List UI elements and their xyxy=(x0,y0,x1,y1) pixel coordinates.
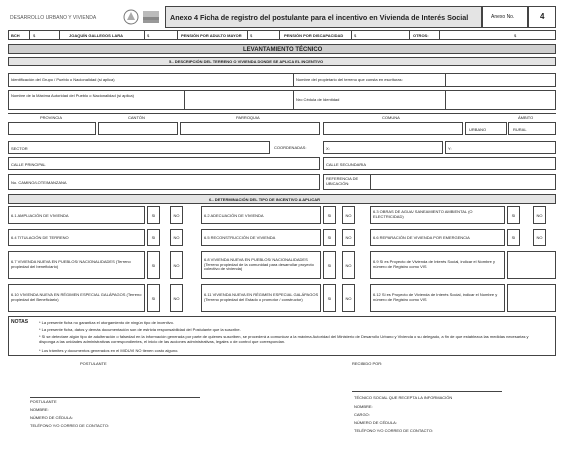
si-checkbox[interactable]: SI xyxy=(147,229,160,246)
si-checkbox[interactable]: SI xyxy=(323,206,336,224)
si-checkbox[interactable]: SI xyxy=(323,284,336,312)
comuna-field[interactable] xyxy=(323,122,463,135)
propietario-label: Nombre del propietario del terreno que consta en escrituras: xyxy=(296,77,403,82)
calle-secundaria-label: CALLE SECUNDARIA xyxy=(326,162,367,167)
flag-icon xyxy=(143,11,159,23)
annex-label-box xyxy=(482,6,528,28)
no-checkbox[interactable]: NO xyxy=(533,229,546,246)
section-main-title: LEVANTAMIENTO TÉCNICO xyxy=(243,47,323,53)
camino-field[interactable] xyxy=(8,174,320,190)
section6-header xyxy=(8,194,556,204)
rural-option[interactable] xyxy=(508,122,556,135)
autoridad-row xyxy=(8,90,556,110)
s3-value: $ xyxy=(250,33,253,38)
section5-title: 5.- DESCRIPCIÓN DEL TERRENO O VIVIENDA DONDE SE APLICA EL INCENTIVO xyxy=(169,59,324,64)
si-checkbox[interactable]: SI xyxy=(507,229,520,246)
vis-field[interactable] xyxy=(507,251,556,279)
sector-field[interactable] xyxy=(8,141,270,154)
s5-value: $ xyxy=(514,33,517,38)
ambito-label: ÁMBITO xyxy=(518,115,534,120)
no-checkbox[interactable]: NO xyxy=(170,251,183,279)
adulto-label: PENSIÓN POR ADULTO MAYOR xyxy=(181,33,242,38)
coordenadas-label: COORDENADAS: xyxy=(274,145,307,150)
no-checkbox[interactable]: NO xyxy=(342,284,355,312)
income-row xyxy=(8,30,556,40)
si-checkbox[interactable]: SI xyxy=(147,284,160,312)
bch-label: BCH xyxy=(11,33,20,38)
tcedula-label: NÚMERO DE CÉDULA: xyxy=(354,420,397,425)
s2-value: $ xyxy=(147,33,150,38)
postulante-label: POSTULANTE xyxy=(30,399,57,404)
disc-label: PENSIÓN POR DISCAPACIDAD xyxy=(284,33,344,38)
coat-of-arms-icon xyxy=(122,8,140,26)
si-checkbox[interactable]: SI xyxy=(147,206,160,224)
title-box xyxy=(165,6,482,28)
incentive-item: 6.6 REPARACIÓN DE VIVIENDA POR EMERGENCIA xyxy=(370,229,505,246)
coord-y-field[interactable] xyxy=(445,141,556,154)
notes-label: NOTAS xyxy=(11,319,29,325)
urbano-label: URBANO xyxy=(469,127,487,132)
si-checkbox[interactable]: SI xyxy=(323,229,336,246)
name-value: JOAQUÍN GALLEGOS LARA xyxy=(69,33,124,38)
incentive-item: 6.10 VIVIENDA NUEVA EN RÉGIMEN ESPECIAL GALÁPAGOS (Terreno propiedad del Beneficiario) xyxy=(8,284,145,312)
calle-secundaria-field[interactable] xyxy=(323,157,556,170)
coord-x-label: X: xyxy=(326,146,330,151)
provincia-field[interactable] xyxy=(8,122,96,135)
urbano-option[interactable] xyxy=(465,122,507,135)
postulante-title: POSTULANTE xyxy=(80,361,107,366)
provincia-label: PROVINCIA xyxy=(40,115,63,120)
ttelefono-label: TELÉFONO Y/O CORREO DE CONTACTO: xyxy=(354,428,434,433)
postulante-signature-line xyxy=(30,397,200,398)
no-checkbox[interactable]: NO xyxy=(170,284,183,312)
vis-field[interactable] xyxy=(507,284,556,312)
incentive-item: 6.11 VIVIENDA NUEVA EN RÉGIMEN ESPECIAL GALÁPAGOS (Terreno propiedad del Estado o promotor / constructor) xyxy=(201,284,321,312)
cedula-label: Nro Cédula de Identidad xyxy=(296,97,340,102)
no-checkbox[interactable]: NO xyxy=(342,251,355,279)
no-checkbox[interactable]: NO xyxy=(342,229,355,246)
no-checkbox[interactable]: NO xyxy=(533,206,546,224)
referencia-label: REFERENCIA DE UBICACIÓN: xyxy=(326,176,359,186)
parroquia-field[interactable] xyxy=(180,122,320,135)
camino-label: No. CAMINO/LOTE/MANZANA xyxy=(11,180,67,185)
notes-box xyxy=(8,316,556,356)
incentive-item: 6.3 OBRAS DE AGUA/ SANEAMIENTO AMBIENTAL (O ELECTRICIDAD) xyxy=(370,206,505,224)
note-line: * Los trámites y documentos generados en el MIDUVI NO tienen costo alguno. xyxy=(39,348,179,353)
tecnico-label: TÉCNICO SOCIAL QUE RECEPTA LA INFORMACIÓN xyxy=(354,395,453,400)
coord-y-label: Y: xyxy=(448,146,452,151)
annex-number: 4 xyxy=(540,12,545,21)
s4-value: $ xyxy=(354,33,357,38)
calle-principal-field[interactable] xyxy=(8,157,320,170)
annex-number-box xyxy=(528,6,556,28)
incentive-item: 6.8 VIVIENDA NUEVA EN PUEBLOS/ NACIONALIDADES (Terreno propiedad de la comunidad para desarrollar proyecto colectivo de vivienda) xyxy=(201,251,321,279)
bch-value: $ xyxy=(33,33,36,38)
si-checkbox[interactable]: SI xyxy=(147,251,160,279)
incentive-item: 6.12 Si es Proyecto de Vivienda de Interés Social, indicar el Nombre y número de Registro como VIS xyxy=(370,284,505,312)
tecnico-signature-line xyxy=(352,391,502,392)
canton-label: CANTÓN xyxy=(128,115,145,120)
incentive-item: 6.1 AMPLIACIÓN DE VIVIENDA xyxy=(8,206,145,224)
canton-field[interactable] xyxy=(98,122,178,135)
rural-label: RURAL xyxy=(513,127,527,132)
note-line: * Si se detectare algún tipo de adulteración o falsedad en la información generada por parte de quienes suscriben, se procederá a comunicar a la máxima Autoridad del Ministerio de Desarrollo Urbano y Vivienda o su delegado, a fin de que establezca las medidas necesarias y disponga a las unidades administrativas correspondientes, el inicio de las acciones administrativas, legales o de control que correspondan. xyxy=(39,334,529,344)
annex-label: Anexo No. xyxy=(491,14,515,20)
note-line: * La presente ficha no garantiza el otorgamiento de ningún tipo de incentivo. xyxy=(39,320,174,325)
incentive-item: 6.5 RECONSTRUCCIÓN DE VIVIENDA xyxy=(201,229,321,246)
si-checkbox[interactable]: SI xyxy=(323,251,336,279)
telefono-label: TELÉFONO Y/O CORREO DE CONTACTO: xyxy=(30,423,110,428)
cedula-label: NÚMERO DE CÉDULA: xyxy=(30,415,73,420)
no-checkbox[interactable]: NO xyxy=(342,206,355,224)
header-logo-area xyxy=(8,6,163,28)
nombre-label: NOMBRE: xyxy=(30,407,49,412)
autoridad-label: Nombre de la Máxima Autoridad del Pueblo o Nacionalidad (si aplica) xyxy=(11,93,134,98)
note-line: * La presente ficha, datos y demás documentación son de estricta responsabilidad del Postulante que la suscribe. xyxy=(39,327,241,332)
coord-x-field[interactable] xyxy=(323,141,443,154)
section-main-header xyxy=(8,44,556,54)
incentive-item: 6.9 Si es Proyecto de Vivienda de Interés Social, indicar el Nombre y número de Registro como VIS xyxy=(370,251,505,279)
grupo-label: Identificación del Grupo / Pueblo o Nacionalidad (si aplica) xyxy=(11,77,115,82)
si-checkbox[interactable]: SI xyxy=(507,206,520,224)
cargo-label: CARGO: xyxy=(354,412,370,417)
incentive-item: 6.7 VIVIENDA NUEVA EN PUEBLOS/ NACIONALIDADES (Terreno propiedad del beneficiario) xyxy=(8,251,145,279)
referencia-field[interactable] xyxy=(323,174,556,190)
sector-label: SECTOR xyxy=(11,146,28,151)
no-checkbox[interactable]: NO xyxy=(170,229,183,246)
recibido-label: RECIBIDO POR: xyxy=(352,361,383,366)
calle-principal-label: CALLE PRINCIPAL xyxy=(11,162,46,167)
section5-header xyxy=(8,57,556,66)
incentive-item: 6.2 ADECUACIÓN DE VIVIENDA xyxy=(201,206,321,224)
incentive-grid xyxy=(8,206,556,314)
parroquia-label: PARROQUIA xyxy=(236,115,260,120)
incentive-item: 6.4 TITULACIÓN DE TERRENO xyxy=(8,229,145,246)
grupo-row xyxy=(8,73,556,87)
otros-label: OTROS: xyxy=(413,33,429,38)
location-header xyxy=(8,113,556,121)
page-title: Anexo 4 Ficha de registro del postulante para el incentivo en Vivienda de Interés Social xyxy=(170,13,469,22)
org-name: DESARROLLO URBANO Y VIVIENDA xyxy=(10,15,97,21)
tnombre-label: NOMBRE: xyxy=(354,404,373,409)
section6-title: 6.- DETERMINACIÓN DEL TIPO DE INCENTIVO A APLICAR xyxy=(209,197,321,202)
comuna-label: COMUNA xyxy=(382,115,400,120)
no-checkbox[interactable]: NO xyxy=(170,206,183,224)
